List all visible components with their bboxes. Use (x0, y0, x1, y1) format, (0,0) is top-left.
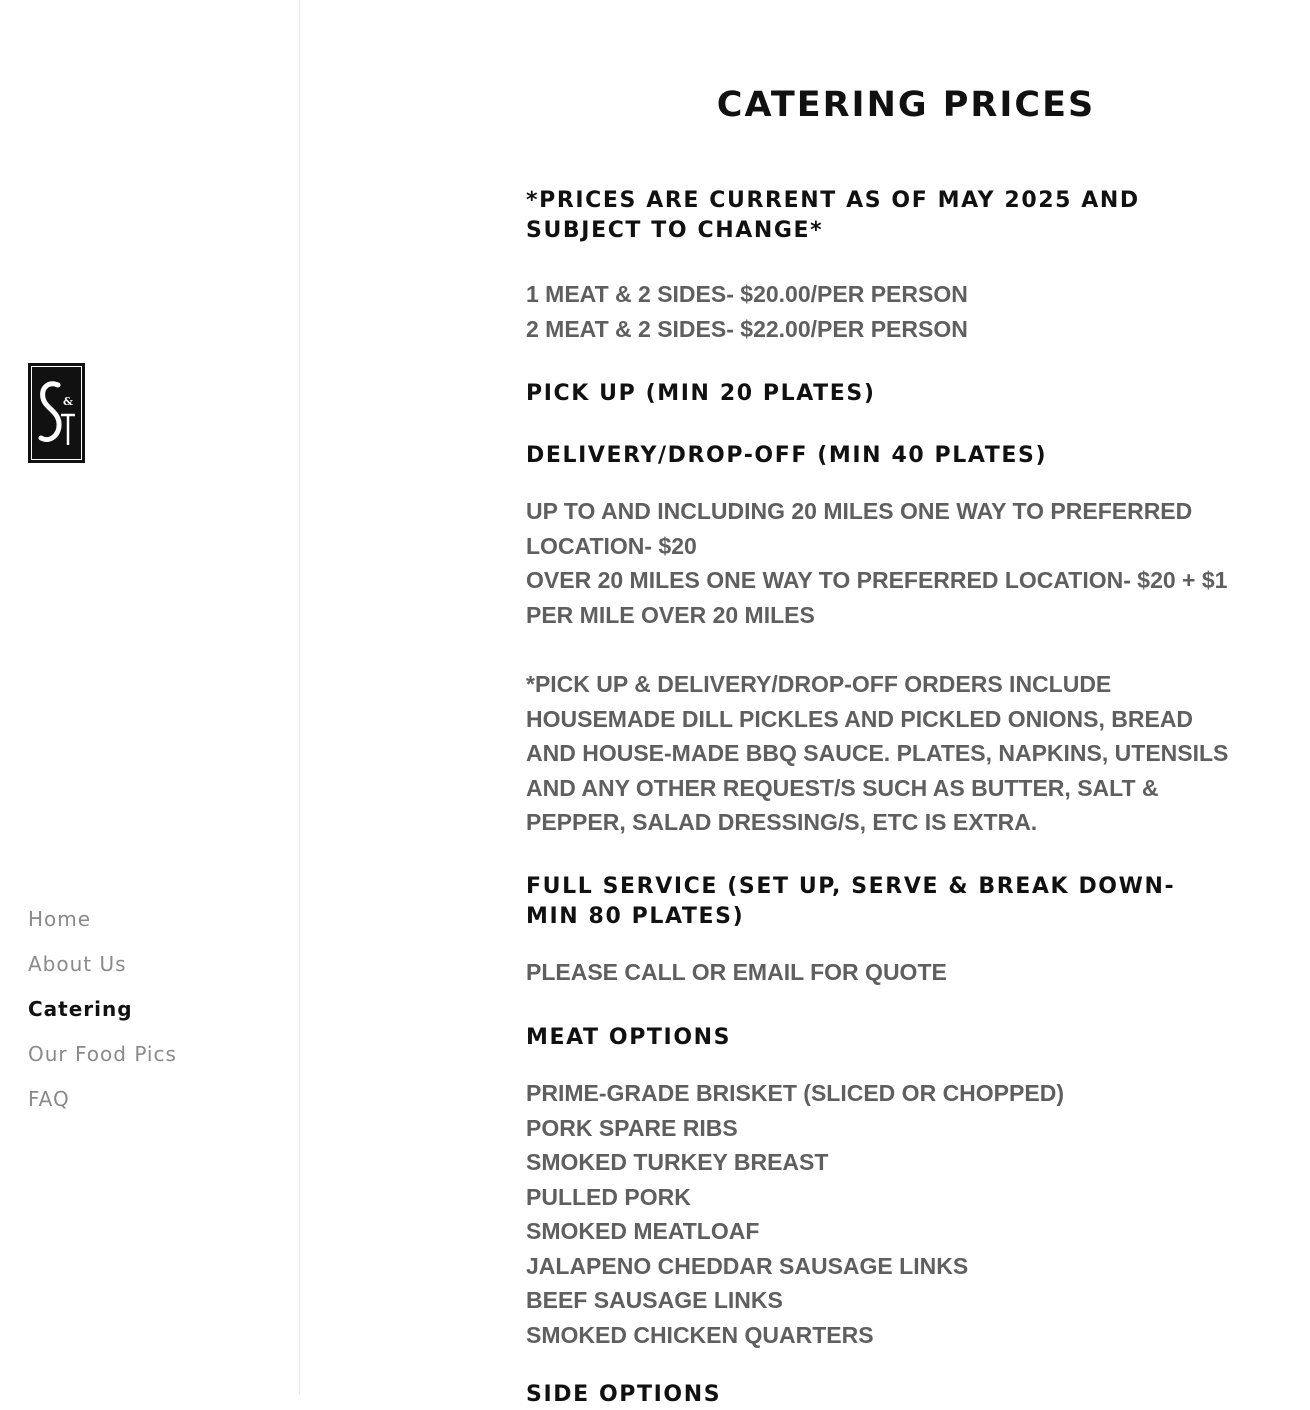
sidebar-nav (28, 904, 177, 1129)
full-service-heading-line: MIN 80 PLATES) (526, 904, 745, 929)
price-item: 2 MEAT & 2 SIDES- $22.00/PER PERSON (526, 315, 968, 342)
meat-options-list (526, 1076, 1286, 1352)
logo-monogram (28, 363, 85, 463)
meat-option: PRIME-GRADE BRISKET (SLICED OR CHOPPED) (526, 1080, 1064, 1106)
includes-line: AND ANY OTHER REQUEST/S SUCH AS BUTTER, SALT & (526, 774, 1159, 801)
page-title: CATERING PRICES (716, 85, 1096, 125)
nav-item-faq[interactable]: FAQ (28, 1087, 70, 1111)
nav-item-catering[interactable]: Catering (28, 997, 133, 1021)
includes-line: PEPPER, SALAD DRESSING/S, ETC IS EXTRA. (526, 809, 1038, 835)
meat-option: SMOKED CHICKEN QUARTERS (526, 1321, 874, 1348)
price-notice-line: *PRICES ARE CURRENT AS OF MAY 2025 AND (526, 188, 1140, 213)
meat-option: BEEF SAUSAGE LINKS (526, 1287, 783, 1313)
delivery-heading: DELIVERY/DROP-OFF (MIN 40 PLATES) (526, 443, 1048, 468)
side-options-heading: SIDE OPTIONS (526, 1382, 722, 1407)
includes-line: *PICK UP & DELIVERY/DROP-OFF ORDERS INCLUDE (526, 671, 1112, 697)
price-notice-heading (526, 186, 1286, 246)
full-service-heading (526, 872, 1286, 932)
site-logo[interactable] (28, 363, 85, 463)
full-service-heading-line: FULL SERVICE (SET UP, SERVE & BREAK DOWN- (526, 874, 1176, 899)
includes-note (526, 667, 1286, 840)
price-notice-line: SUBJECT TO CHANGE* (526, 218, 824, 243)
delivery-details (526, 494, 1286, 632)
delivery-line: LOCATION- $20 (526, 532, 697, 559)
delivery-line: PER MILE OVER 20 MILES (526, 601, 815, 628)
meat-options-heading: MEAT OPTIONS (526, 1025, 732, 1050)
full-service-text: PLEASE CALL OR EMAIL FOR QUOTE (526, 959, 947, 985)
price-item: 1 MEAT & 2 SIDES- $20.00/PER PERSON (526, 281, 968, 307)
meat-option: SMOKED MEATLOAF (526, 1218, 760, 1244)
nav-item-home[interactable]: Home (28, 907, 92, 931)
includes-line: AND HOUSE-MADE BBQ SAUCE. PLATES, NAPKINS, UTENSILS (526, 740, 1229, 766)
nav-item-about-us[interactable]: About Us (28, 952, 127, 976)
svg-text:&: & (63, 395, 73, 408)
nav-item-our-food-pics[interactable]: Our Food Pics (28, 1042, 177, 1066)
includes-line: HOUSEMADE DILL PICKLES AND PICKLED ONIONS, BREAD (526, 705, 1194, 732)
meat-option: SMOKED TURKEY BREAST (526, 1149, 829, 1175)
price-list (526, 277, 1286, 346)
sidebar (0, 0, 300, 1394)
meat-option: PULLED PORK (526, 1183, 691, 1210)
meat-option: JALAPENO CHEDDAR SAUSAGE LINKS (526, 1252, 969, 1279)
delivery-line: OVER 20 MILES ONE WAY TO PREFERRED LOCATION- $20 + $1 (526, 567, 1228, 593)
meat-option: PORK SPARE RIBS (526, 1114, 738, 1141)
pickup-heading: PICK UP (MIN 20 PLATES) (526, 381, 876, 406)
delivery-line: UP TO AND INCLUDING 20 MILES ONE WAY TO PREFERRED (526, 498, 1193, 524)
